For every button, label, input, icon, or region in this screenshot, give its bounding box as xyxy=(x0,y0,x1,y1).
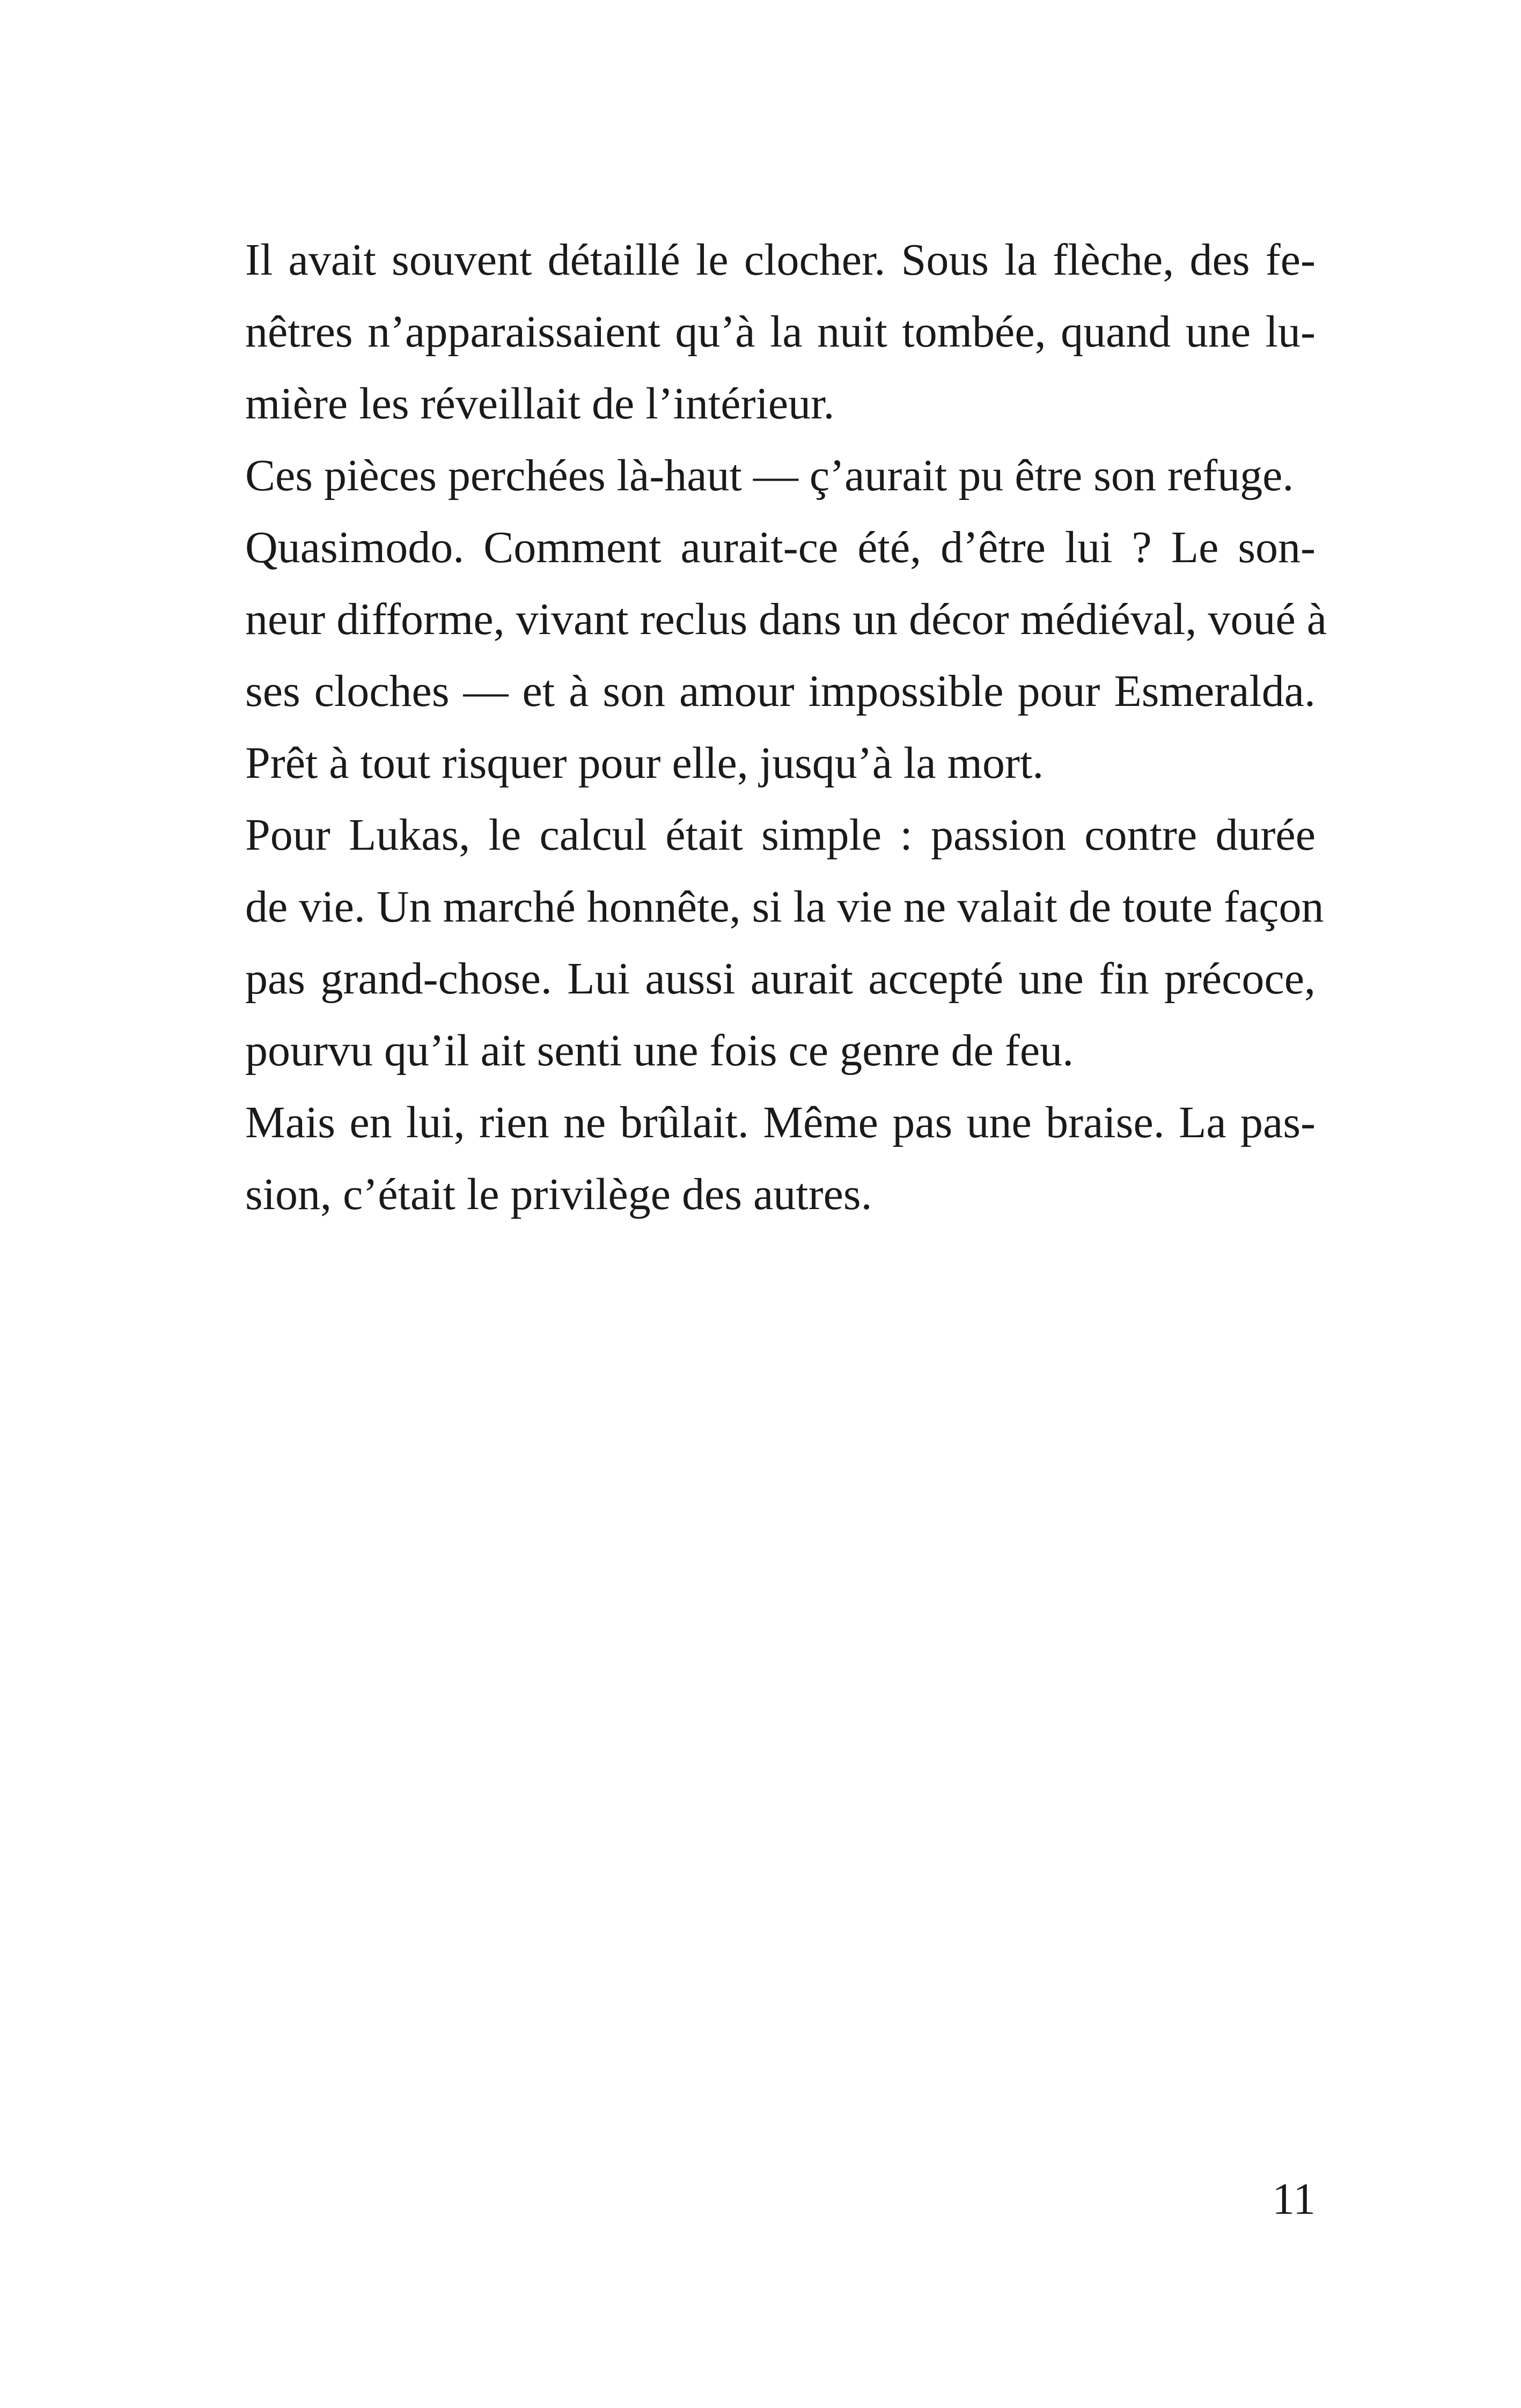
body-text xyxy=(245,224,1327,1231)
text-line: Ces pièces perchées là-haut — ç’aurait pu être son refuge. xyxy=(245,451,1294,500)
paragraph xyxy=(245,512,1327,799)
text-line: de vie. Un marché honnête, si la vie ne valait de toute façon xyxy=(245,882,1324,932)
paragraph xyxy=(245,440,1316,512)
text-line: Quasimodo. Comment aurait-ce été, d’être lui ? Le son- xyxy=(245,522,1316,572)
text-line: Mais en lui, rien ne brûlait. Même pas une braise. La pas- xyxy=(245,1098,1316,1147)
text-line: Prêt à tout risquer pour elle, jusqu’à la mort. xyxy=(245,738,1044,788)
text-line: Il avait souvent détaillé le clocher. Sous la flèche, des fe- xyxy=(245,235,1316,285)
paragraph xyxy=(245,224,1316,440)
text-line: Pour Lukas, le calcul était simple : passion contre durée xyxy=(245,810,1316,860)
text-line: pourvu qu’il ait senti une fois ce genre de feu. xyxy=(245,1026,1074,1076)
text-line: nêtres n’apparaissaient qu’à la nuit tombée, quand une lu- xyxy=(245,307,1316,357)
paragraph xyxy=(245,799,1324,1087)
text-line: neur difforme, vivant reclus dans un décor médiéval, voué à xyxy=(245,594,1327,644)
text-line: sion, c’était le privilège des autres. xyxy=(245,1169,872,1219)
text-line: mière les réveillait de l’intérieur. xyxy=(245,379,835,429)
page-number: 11 xyxy=(1272,2174,1316,2224)
text-line: ses cloches — et à son amour impossible pour Esmeralda. xyxy=(245,666,1316,716)
text-line: pas grand-chose. Lui aussi aurait accepté une fin précoce, xyxy=(245,954,1316,1004)
paragraph xyxy=(245,1087,1316,1231)
